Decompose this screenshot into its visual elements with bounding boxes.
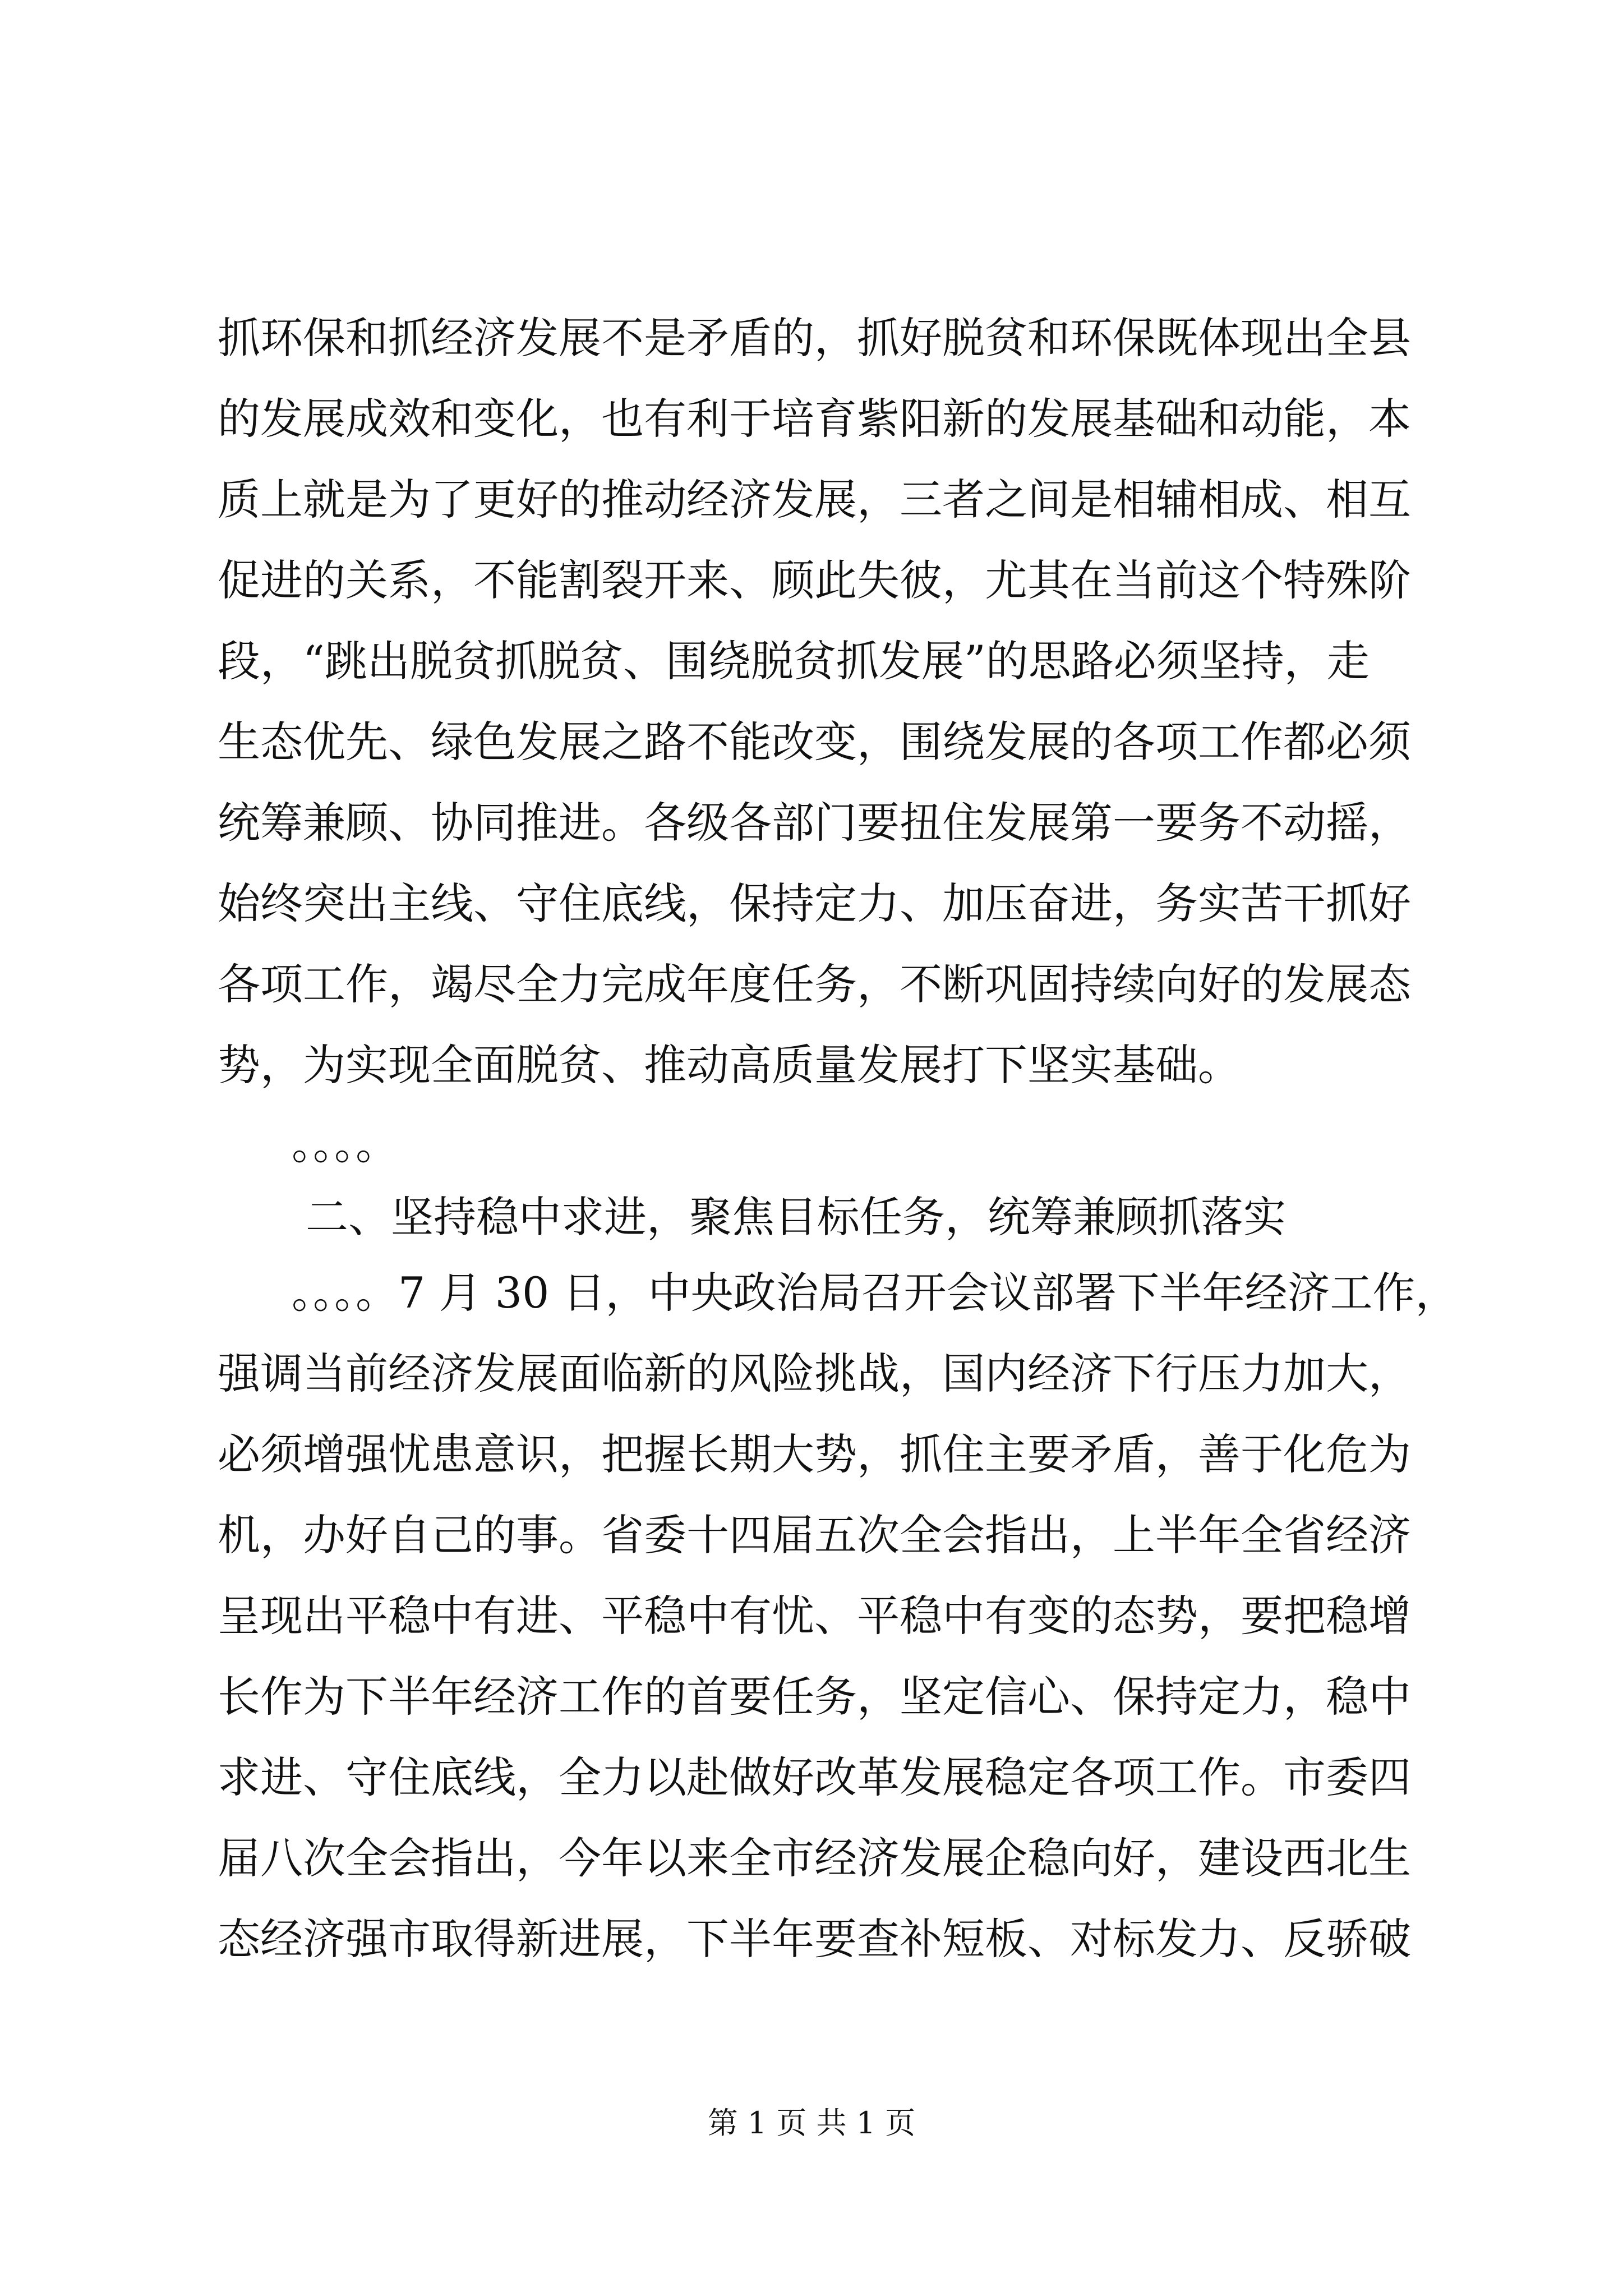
text-line: 机，办好自己的事。省委十四届五次全会指出，上半年全省经济 xyxy=(218,1510,1411,1560)
text-line: 。。。。7 月 30 日，中央政治局召开会议部署下半年经济工作， xyxy=(292,1268,1458,1318)
text-line: 求进、守住底线，全力以赴做好改革发展稳定各项工作。市委四 xyxy=(218,1752,1411,1802)
text-line: 届八次全会指出，今年以来全市经济发展企稳向好，建设西北生 xyxy=(218,1833,1411,1883)
text-line: 生态优先、绿色发展之路不能改变，围绕发展的各项工作都必须 xyxy=(218,717,1411,767)
ellipsis-marker: 。。。。 xyxy=(292,1119,398,1169)
section-heading: 二、坚持稳中求进，聚焦目标任务，统筹兼顾抓落实 xyxy=(306,1192,1286,1242)
text-line: 质上就是为了更好的推动经济发展，三者之间是相辅相成、相互 xyxy=(218,475,1411,524)
text-line: 统筹兼顾、协同推进。各级各部门要扭住发展第一要务不动摇， xyxy=(218,798,1411,848)
text-line: 始终突出主线、守住底线，保持定力、加压奋进，务实苦干抓好 xyxy=(218,878,1411,928)
text-line: 呈现出平稳中有进、平稳中有忧、平稳中有变的态势，要把稳增 xyxy=(218,1591,1411,1641)
text-line: 长作为下半年经济工作的首要任务，坚定信心、保持定力，稳中 xyxy=(218,1672,1411,1722)
page-footer: 第 1 页 共 1 页 xyxy=(707,2105,916,2141)
text-line: 必须增强忧患意识，把握长期大势，抓住主要矛盾，善于化危为 xyxy=(218,1429,1411,1479)
text-line: 各项工作，竭尽全力完成年度任务，不断巩固持续向好的发展态 xyxy=(218,959,1411,1009)
text-line: 促进的关系，不能割裂开来、顾此失彼，尤其在当前这个特殊阶 xyxy=(218,555,1411,605)
text-line: 势，为实现全面脱贫、推动高质量发展打下坚实基础。 xyxy=(218,1040,1241,1090)
text-line: 强调当前经济发展面临新的风险挑战，国内经济下行压力加大， xyxy=(218,1349,1411,1398)
text-line: 的发展成效和变化，也有利于培育紫阳新的发展基础和动能，本 xyxy=(218,394,1411,444)
text-line: 抓环保和抓经济发展不是矛盾的，抓好脱贫和环保既体现出全县 xyxy=(218,313,1411,363)
text-line: 段，“跳出脱贫抓脱贫、围绕脱贫抓发展”的思路必须坚持，走 xyxy=(218,636,1370,686)
text-line: 态经济强市取得新进展，下半年要查补短板、对标发力、反骄破 xyxy=(218,1914,1411,1964)
